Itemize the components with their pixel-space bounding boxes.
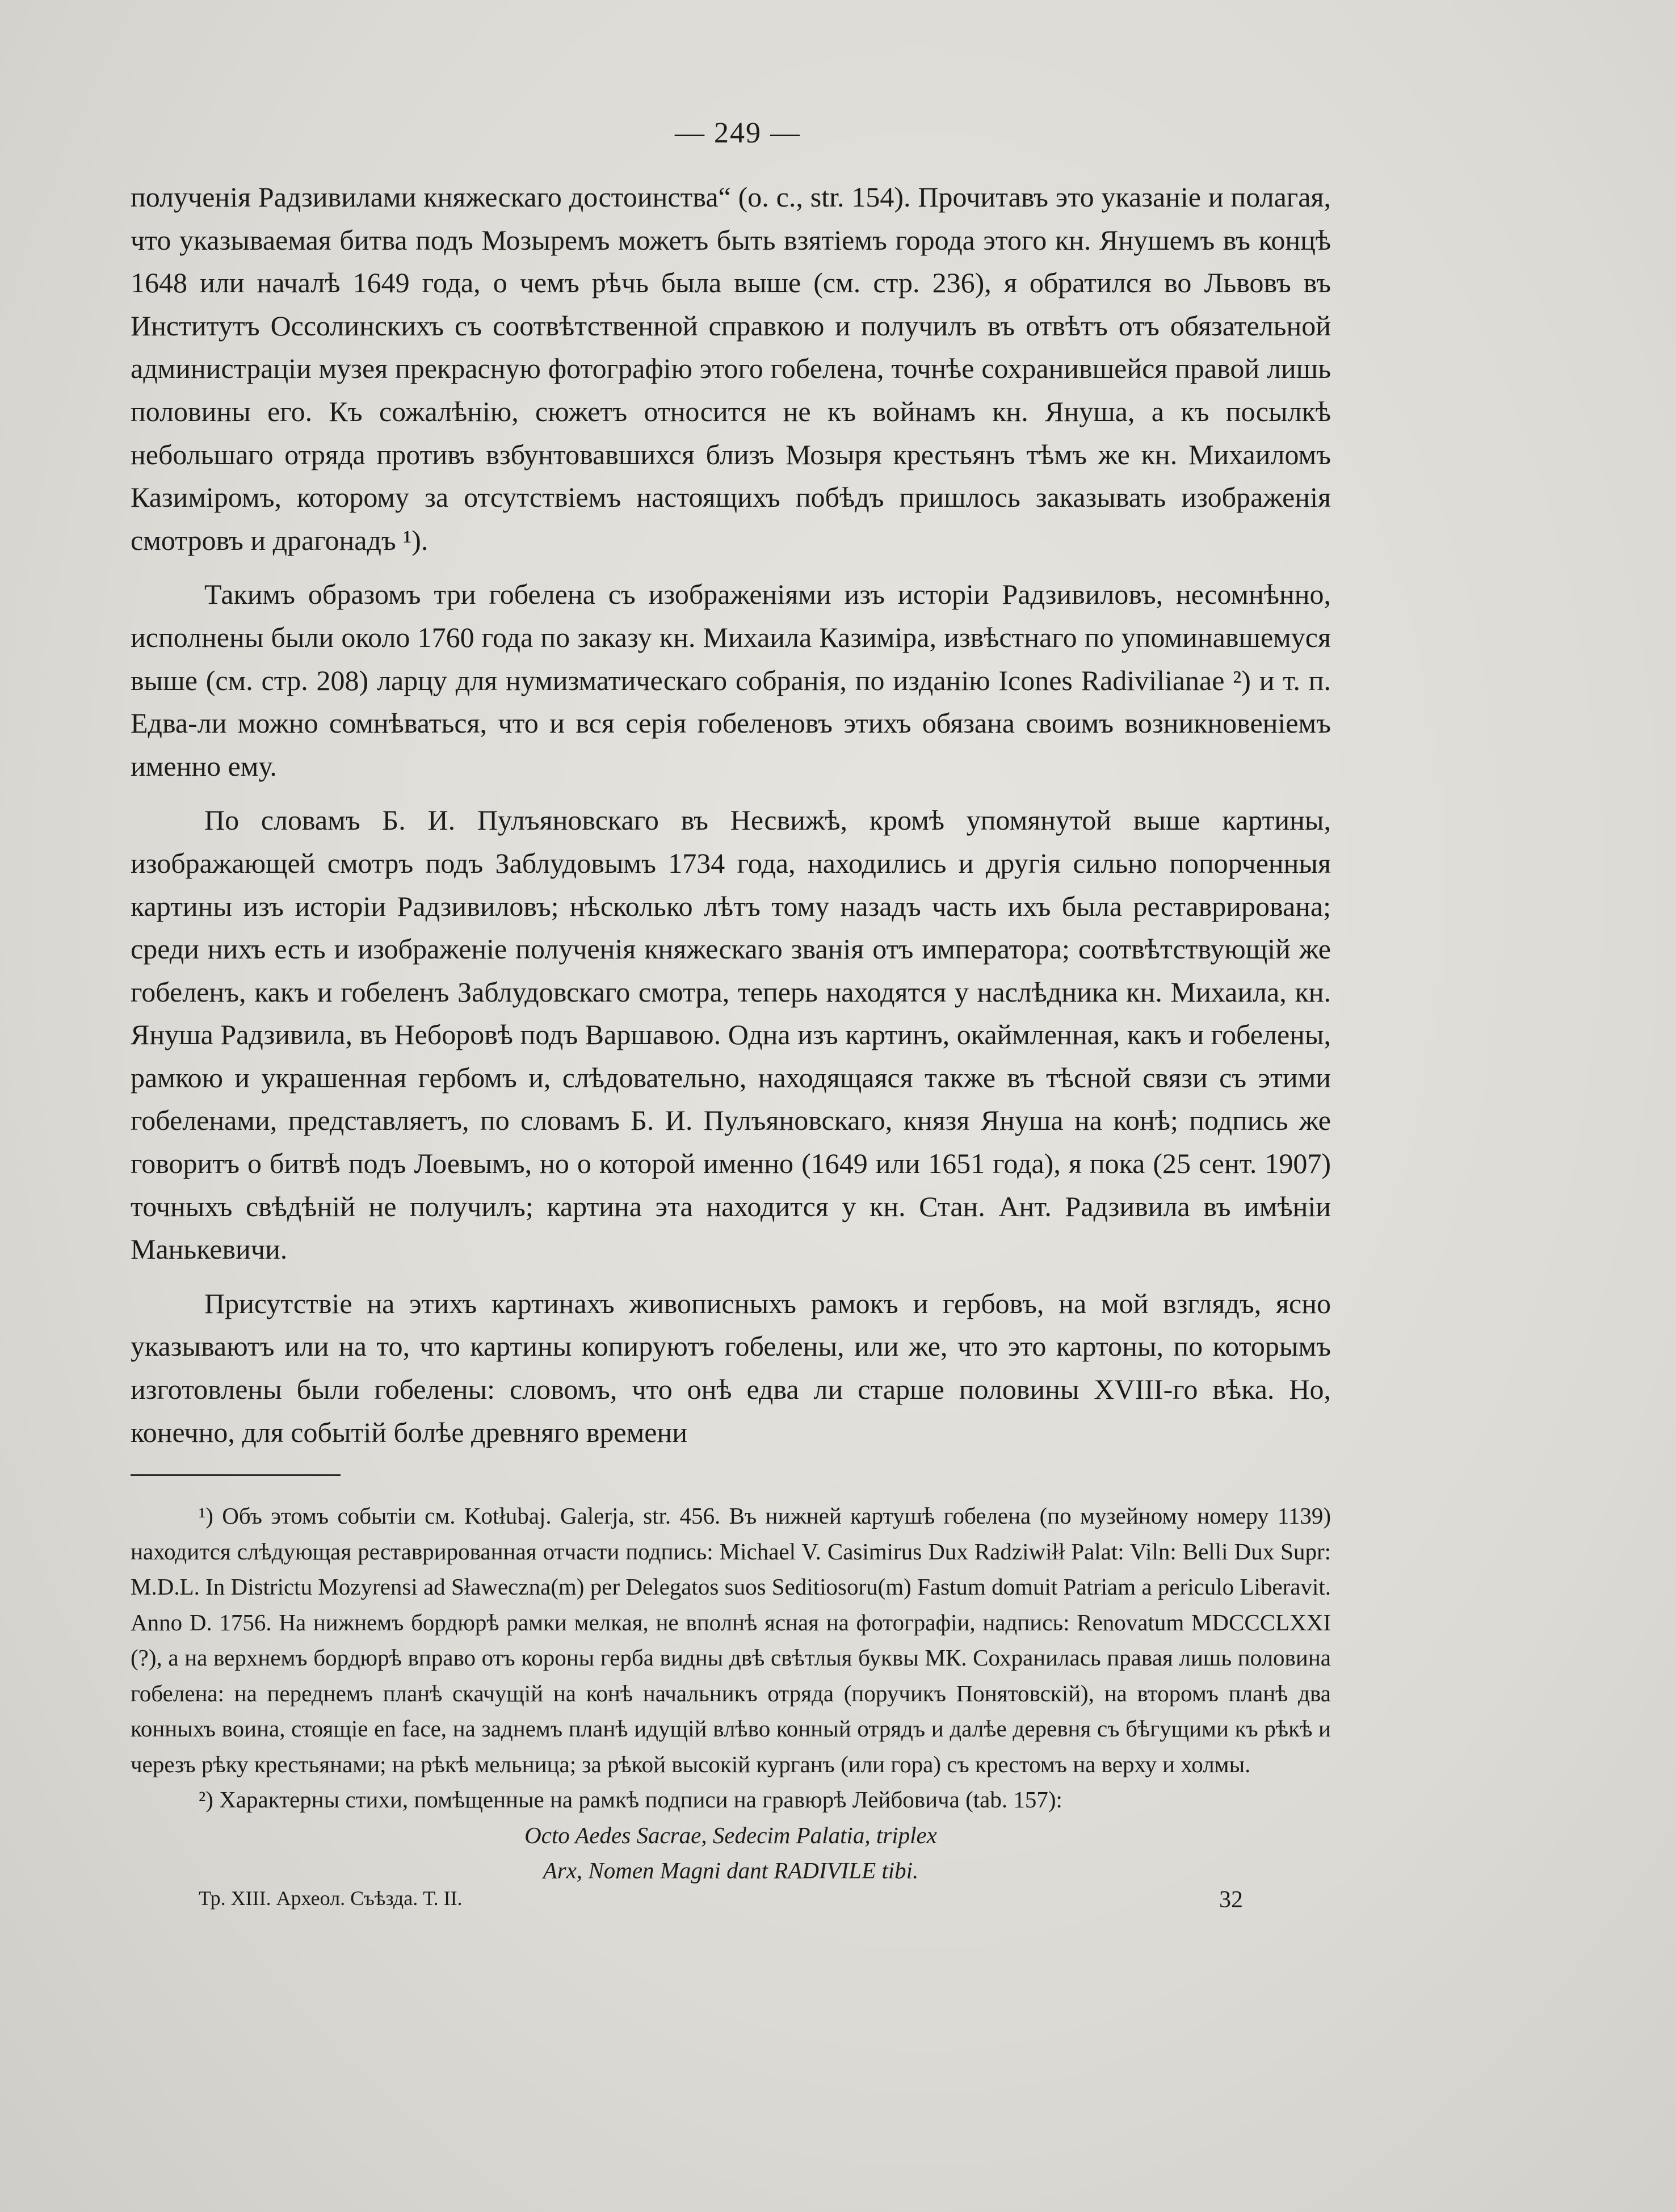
footnote: ¹) Объ этомъ событіи см. Kotłubaj. Galerja, str. 456. Въ нижней картушѣ гобелена (по музейному номеру 1139) находится слѣдующая реставрированная отчасти подпись: Michael V. Casimirus Dux Radziwiłł Palat: Viln: Belli Dux Supr: M.D.L. In Districtu Mozyrensi ad Sławeczna(m) per Delegatos suos Seditiosoru(m) Fastum domuit Patriam a periculo Liberavit. Anno D. 1756. На нижнемъ бордюрѣ рамки мелкая, не вполнѣ ясная на фотографіи, надпись: Renovatum MDCCCLXXI (?), а на верхнемъ бордюрѣ вправо отъ короны герба видны двѣ свѣтлыя буквы МК. Сохранилась правая лишь половина гобелена: на переднемъ планѣ скачущій на конѣ начальникъ отряда (поручикъ Понятовскій), на второмъ планѣ два конныхъ воина, стоящіе en face, на заднемъ планѣ идущій влѣво конный отрядъ и далѣе деревня съ бѣгущими къ рѣкѣ и черезъ рѣку крестьянами; на рѣкѣ мельница; за рѣкой высокій курганъ (или гора) съ крестомъ на верху и холмы. [131,1503,1331,1777]
page-footer [199,1886,1243,1914]
signature-mark: Тр. XIII. Археол. Съѣзда. Т. II. [199,1887,463,1910]
paragraph: По словамъ Б. И. Пулъяновскаго въ Несвижѣ, кромѣ упомянутой выше картины, изображающей смотръ подъ Заблудовымъ 1734 года, находились и другія сильно попорченныя картины изъ исторіи Радзивиловъ; нѣсколько лѣтъ тому назадъ часть ихъ была реставрирована; среди нихъ есть и изображеніе полученія княжескаго званія отъ императора; соотвѣтствующій же гобеленъ, какъ и гобеленъ Заблудовскаго смотра, теперь находятся у наслѣдника кн. Михаила, кн. Януша Радзивила, въ Неборовѣ подъ Варшавою. Одна изъ картинъ, окаймленная, какъ и гобелены, рамкою и украшенная гербомъ и, слѣдовательно, находящаяся также въ тѣсной связи съ этими гобеленами, представляетъ, по словамъ Б. И. Пулъяновскаго, князя Януша на конѣ; подпись же говоритъ о битвѣ подъ Лоевымъ, но о которой именно (1649 или 1651 года), я пока (25 сент. 1907) точныхъ свѣдѣній не получилъ; картина эта находится у кн. Стан. Ант. Радзивила въ имѣніи Манькевичи. [131,804,1331,1265]
paragraph: полученія Радзивилами княжескаго достоинства“ (o. c., str. 154). Прочитавъ это указаніе и полагая, что указываемая битва подъ Мозыремъ можетъ быть взятіемъ города этого кн. Янушемъ въ концѣ 1648 или началѣ 1649 года, о чемъ рѣчь была выше (см. стр. 236), я обратился во Львовъ въ Институтъ Оссолинскихъ съ соотвѣтственной справкою и получилъ въ отвѣтъ отъ обязательной администраціи музея прекрасную фотографію этого гобелена, точнѣе сохранившейся правой лишь половины его. Къ сожалѣнію, сюжетъ относится не къ войнамъ кн. Януша, а къ посылкѣ небольшаго отряда противъ взбунтовавшихся близъ Мозыря крестьянъ тѣмъ же кн. Михаиломъ Казиміромъ, которому за отсутствіемъ настоящихъ побѣдъ пришлось заказывать изображенія смотровъ и драгонадъ ¹). [131,181,1331,556]
footnotes [131,1498,1331,1888]
page-number: — 249 — [675,117,801,149]
verse-line: Octo Aedes Sacrae, Sedecim Palatia, triplex [524,1822,937,1848]
footnote: ²) Характерны стихи, помѣщенные на рамкѣ подписи на гравюрѣ Лейбовича (tab. 157): [199,1786,1062,1813]
paragraph: Такимъ образомъ три гобелена съ изображеніями изъ исторіи Радзивиловъ, несомнѣнно, исполнены были около 1760 года по заказу кн. Михаила Казиміра, извѣстнаго по упоминавшемуся выше (см. стр. 208) ларцу для нумизматическаго собранія, по изданію Icones Radivilianae ²) и т. п. Едва-ли можно сомнѣваться, что и вся серія гобеленовъ этихъ обязана своимъ возникновеніемъ именно ему. [131,578,1331,782]
verse-line: Arx, Nomen Magni dant RADIVILE tibi. [543,1857,919,1883]
footnote-separator [131,1474,341,1476]
signature-number: 32 [1219,1887,1243,1913]
paragraph: Присутствіе на этихъ картинахъ живописныхъ рамокъ и гербовъ, на мой взглядъ, ясно указываютъ или на то, что картины копируютъ гобелены, или же, что это картоны, по которымъ изготовлены были гобелены: словомъ, что онѣ едва ли старше половины XVIII-го вѣка. Но, конечно, для событій болѣе древняго времени [131,1287,1331,1448]
main-text [131,176,1331,1465]
